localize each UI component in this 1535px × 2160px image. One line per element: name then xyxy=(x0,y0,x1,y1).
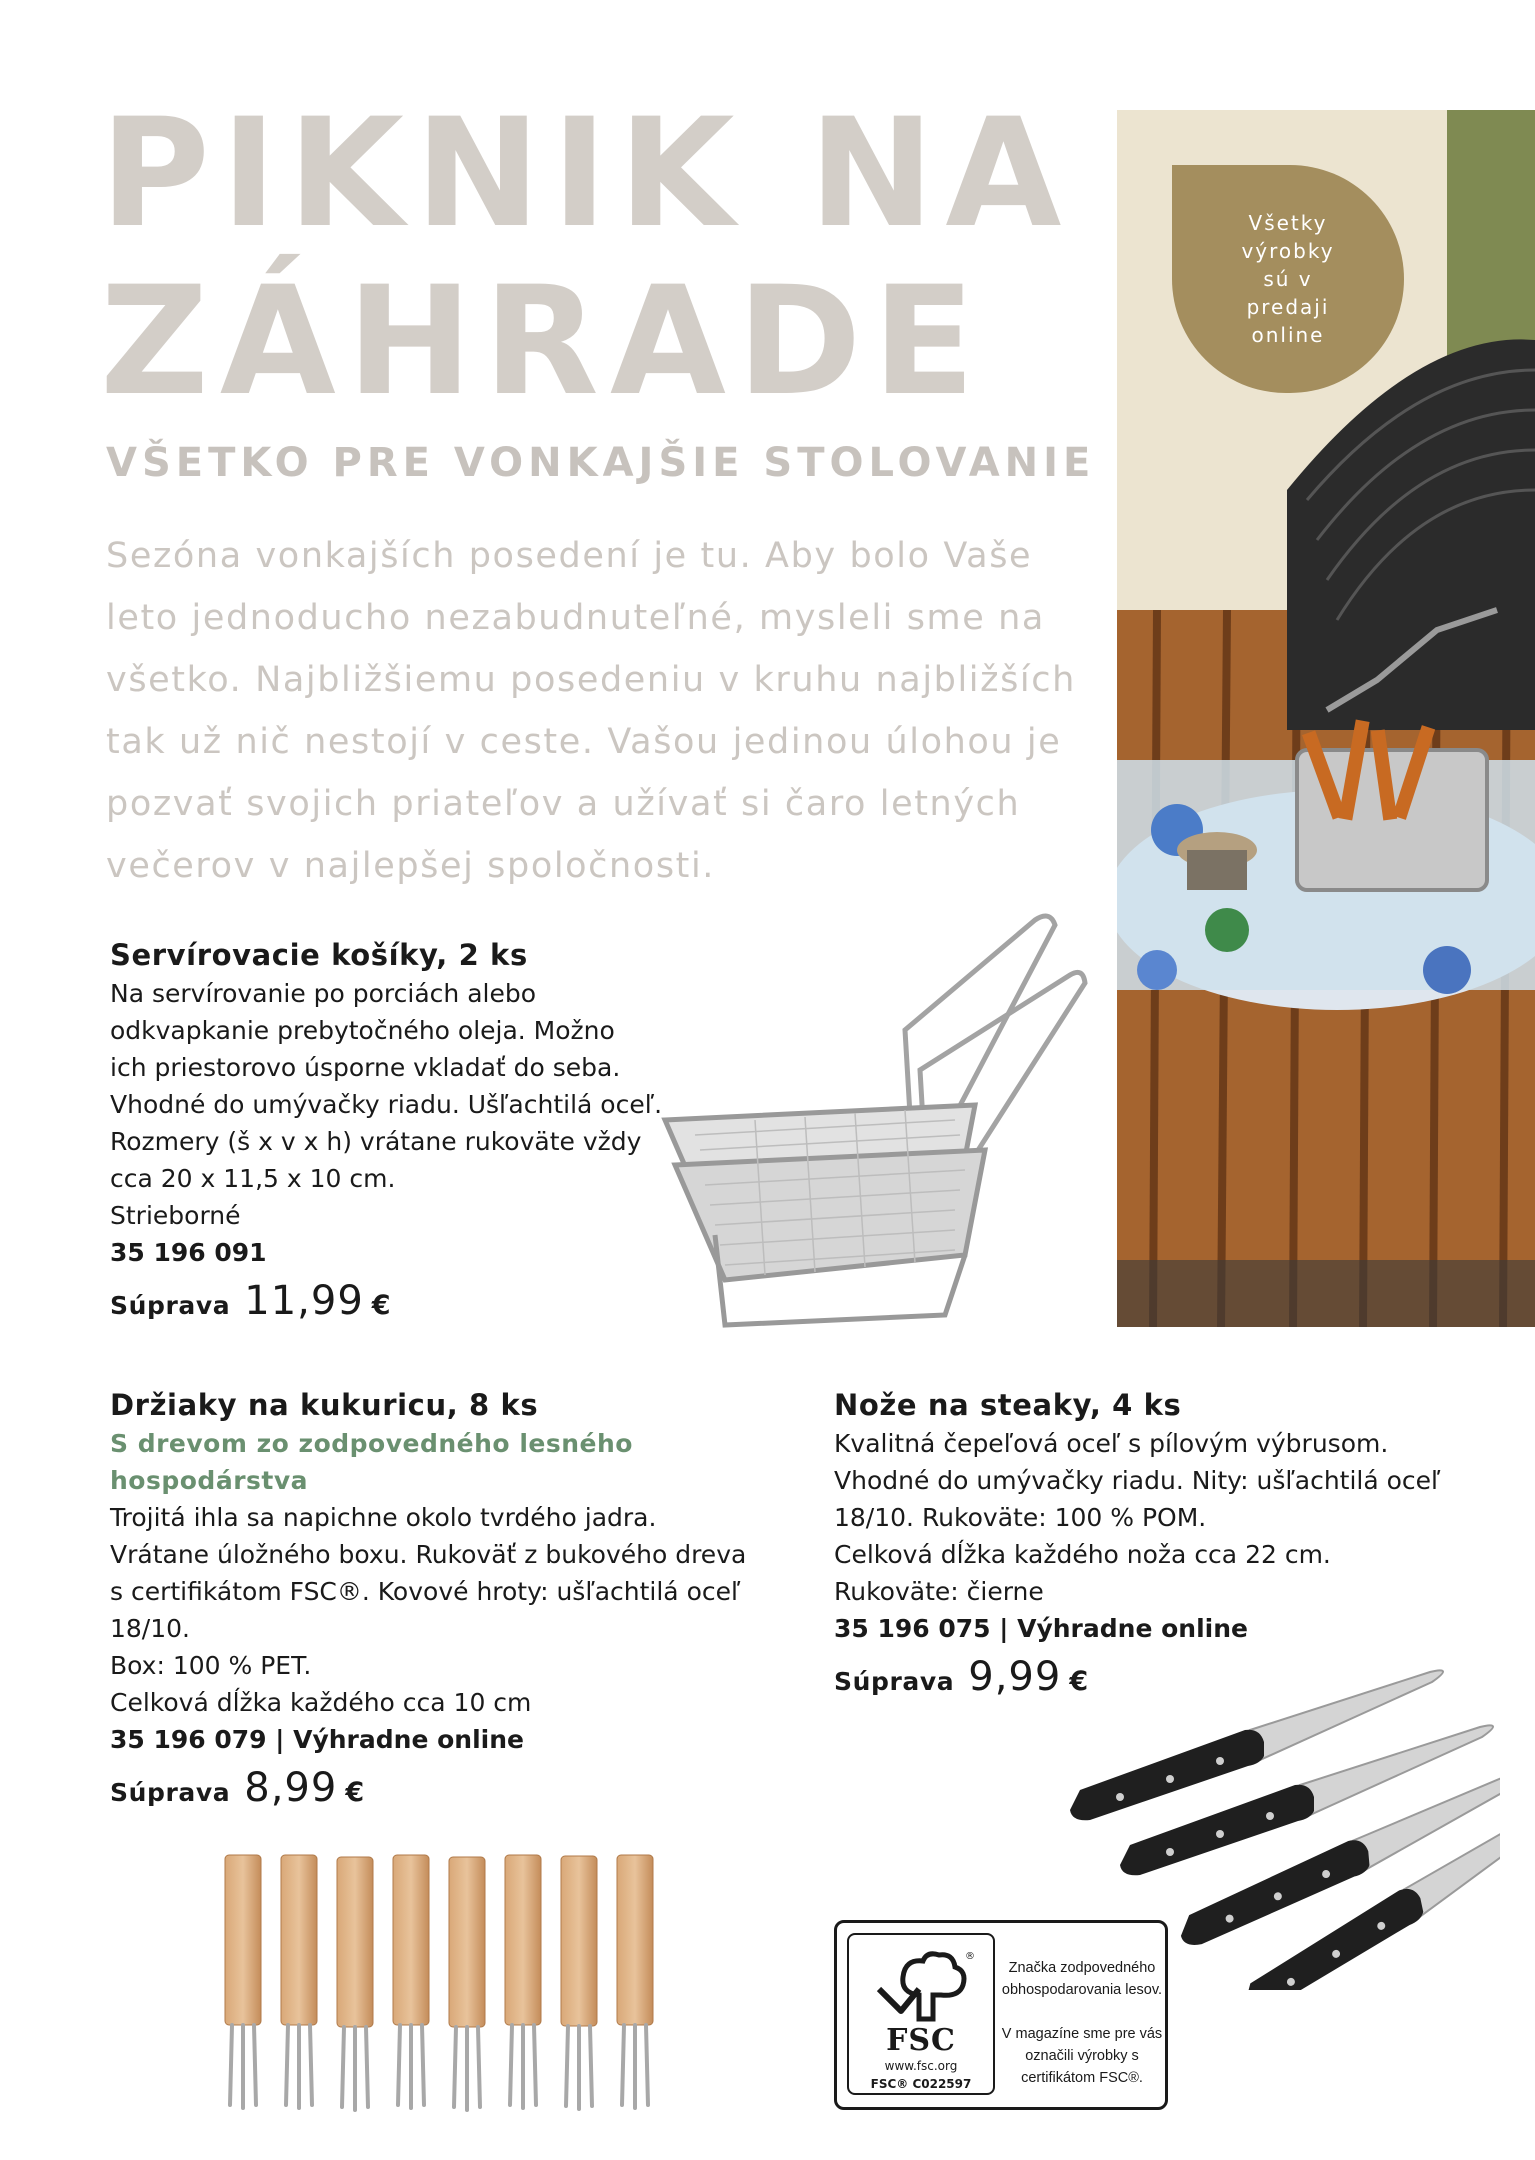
product-desc-line: Na servírovanie po porciách alebo xyxy=(110,979,537,1008)
price-label: Súprava xyxy=(834,1667,955,1696)
product-price xyxy=(110,1765,810,1811)
price-amount: 9,99 xyxy=(968,1654,1062,1700)
product-price xyxy=(110,1278,670,1324)
product-desc-line: ich priestorovo úsporne vkladať do seba. xyxy=(110,1053,621,1082)
product-desc-line: Rukoväte: čierne xyxy=(834,1577,1044,1606)
product-desc-line: Vhodné do umývačky riadu. Ušľachtilá oceľ. xyxy=(110,1090,663,1119)
fsc-tree-icon xyxy=(871,1949,975,2025)
product-name: Servírovacie košíky, 2 ks xyxy=(110,938,528,972)
fsc-text-2: V magazíne sme pre vás označili výrobky s certifikátom FSC®. xyxy=(1001,2026,1163,2086)
product-desc-line: Celková dĺžka každého cca 10 cm xyxy=(110,1688,532,1717)
svg-text:®: ® xyxy=(965,1951,975,1962)
price-amount: 8,99 xyxy=(244,1765,338,1811)
product-desc-line: cca 20 x 11,5 x 10 cm. xyxy=(110,1164,396,1193)
product-desc-line: Rozmery (š x v x h) vrátane rukoväte vždy xyxy=(110,1127,642,1156)
product-desc-line: 18/10. Rukoväte: 100 % POM. xyxy=(834,1503,1207,1532)
fsc-certification-box xyxy=(834,1920,1168,2110)
page-title xyxy=(100,87,1073,429)
price-label: Súprava xyxy=(110,1291,231,1320)
corn-holders-image xyxy=(220,1850,670,2120)
price-currency: € xyxy=(371,1290,391,1321)
intro-paragraph: Sezóna vonkajších posedení je tu. Aby bolo Vaše leto jednoducho nezabudnuteľné, mysleli sme na všetko. Najbližšiemu posedeniu v kruhu najbližších tak už nič nestojí v ceste. Vašou jedinou úlohou je pozvať svojich priateľov a užívať si čaro letných večerov v najlepšej spoločnosti. xyxy=(106,536,1076,886)
product-code: 35 196 075 | Výhradne online xyxy=(834,1614,1248,1643)
price-amount: 11,99 xyxy=(244,1278,364,1324)
page-subtitle: VŠETKO PRE VONKAJŠIE STOLOVANIE xyxy=(106,440,1096,486)
product-serving-baskets xyxy=(110,935,670,1324)
product-desc-line: Box: 100 % PET. xyxy=(110,1651,312,1680)
fsc-text-1: Značka zodpovedného obhospodarovania lesov. xyxy=(1001,1960,1163,1998)
serving-baskets-image xyxy=(655,905,1105,1345)
product-desc-line: Celková dĺžka každého noža cca 22 cm. xyxy=(834,1540,1331,1569)
fsc-logo xyxy=(847,1933,995,2095)
fsc-license-code: FSC® C022597 xyxy=(870,2077,972,2091)
product-desc-line: Kvalitná čepeľová oceľ s pílovým výbrusom. xyxy=(834,1429,1389,1458)
product-desc-line: Vrátane úložného boxu. Rukoväť z bukového dreva xyxy=(110,1540,747,1569)
online-availability-badge xyxy=(1172,165,1404,393)
product-code: 35 196 079 | Výhradne online xyxy=(110,1725,524,1754)
title-line-1: PIKNIK NA xyxy=(100,87,1073,261)
product-name: Nože na steaky, 4 ks xyxy=(834,1388,1182,1422)
product-desc-line: odkvapkanie prebytočného oleja. Možno xyxy=(110,1016,615,1045)
price-label: Súprava xyxy=(110,1778,231,1807)
product-desc-line: Strieborné xyxy=(110,1201,241,1230)
product-desc-line: Trojitá ihla sa napichne okolo tvrdého jadra. xyxy=(110,1503,657,1532)
product-code: 35 196 091 xyxy=(110,1238,267,1267)
product-desc-line: s certifikátom FSC®. Kovové hroty: ušľachtilá oceľ 18/10. xyxy=(110,1577,741,1643)
product-desc-line: Vhodné do umývačky riadu. Nity: ušľachtilá oceľ xyxy=(834,1466,1441,1495)
badge-text: Všetky výrobky sú v predaji online xyxy=(1241,211,1335,347)
fsc-logo-text: FSC xyxy=(886,2023,956,2058)
product-steak-knives xyxy=(834,1385,1514,1700)
product-highlight: S drevom zo zodpovedného lesného hospodárstva xyxy=(110,1429,633,1495)
title-line-2: ZÁHRADE xyxy=(100,255,986,429)
fsc-description xyxy=(999,1923,1165,2107)
price-currency: € xyxy=(345,1777,365,1808)
product-name: Držiaky na kukuricu, 8 ks xyxy=(110,1388,539,1422)
product-corn-holders xyxy=(110,1385,810,1811)
price-currency: € xyxy=(1069,1666,1089,1697)
fsc-website: www.fsc.org xyxy=(884,2059,958,2073)
